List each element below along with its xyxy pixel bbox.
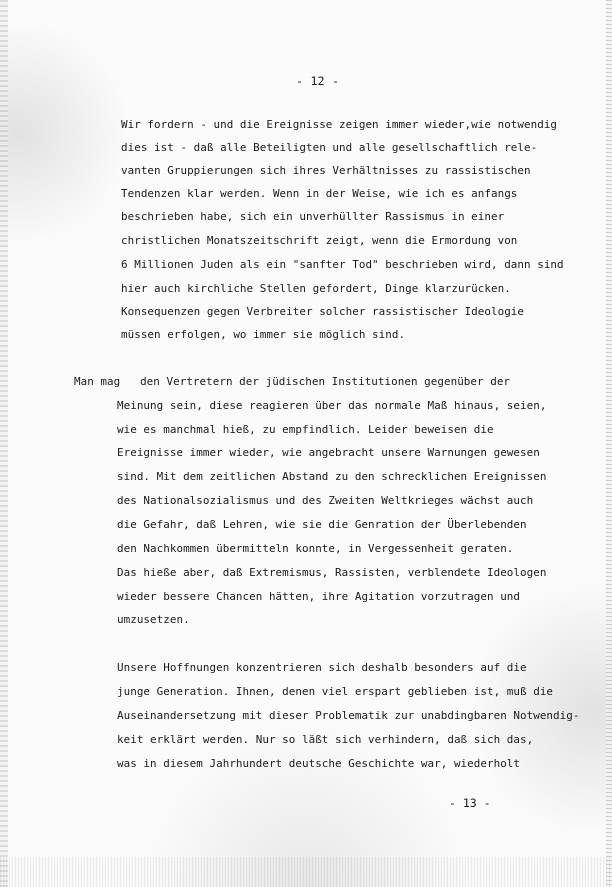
text-line: 6 Millionen Juden als ein "sanfter Tod" beschrieben wird, dann sind — [121, 258, 564, 271]
text-line: die Gefahr, daß Lehren, wie sie die Genration der Überlebenden — [117, 518, 527, 531]
scan-edge-left — [0, 0, 8, 887]
page-number-bottom: - 13 - — [449, 796, 491, 810]
text-line: hier auch kirchliche Stellen gefordert, Dinge klarzurücken. — [121, 282, 511, 295]
scan-edge-right — [606, 0, 612, 887]
scan-edge-bottom — [0, 857, 612, 887]
text-line: umzusetzen. — [117, 613, 190, 626]
text-line: Ereignisse immer wieder, wie angebracht unsere Warnungen gewesen — [117, 446, 540, 459]
text-line: Konsequenzen gegen Verbreiter solcher rassistischer Ideologie — [121, 305, 525, 318]
text-line: Tendenzen klar werden. Wenn in der Weise, wie ich es anfangs — [121, 187, 518, 200]
text-line: was in diesem Jahrhundert deutsche Geschichte war, wiederholt — [117, 757, 521, 770]
page-number-top: - 12 - — [296, 74, 340, 88]
text-line: wieder bessere Chancen hätten, ihre Agitation vorzutragen und — [117, 590, 521, 603]
text-line: des Nationalsozialismus und des Zweiten Weltkrieges wächst auch — [117, 494, 534, 507]
text-line: Man mag den Vertretern der jüdischen Institutionen gegenüber der — [74, 375, 511, 388]
text-line: keit erklärt werden. Nur so läßt sich verhindern, daß sich das, — [117, 733, 534, 746]
text-line: sind. Mit dem zeitlichen Abstand zu den schrecklichen Ereignissen — [117, 470, 547, 483]
text-line: dies ist - daß alle Beteiligten und alle gesellschaftlich rele- — [121, 141, 538, 154]
text-line: wie es manchmal hieß, zu empfindlich. Leider beweisen die — [117, 423, 494, 436]
text-line: Wir fordern - und die Ereignisse zeigen immer wieder,wie notwendig — [121, 118, 558, 131]
text-line: Meinung sein, diese reagieren über das normale Maß hinaus, seien, — [117, 399, 547, 412]
text-line: Das hieße aber, daß Extremismus, Rassisten, verblendete Ideologen — [117, 566, 547, 579]
text-line: Unsere Hoffnungen konzentrieren sich deshalb besonders auf die — [117, 661, 527, 674]
text-line: vanten Gruppierungen sich ihres Verhältnisses zu rassistischen — [121, 164, 531, 177]
text-line: junge Generation. Ihnen, denen viel erspart geblieben ist, muß die — [117, 685, 554, 698]
text-line: beschrieben habe, sich ein unverhüllter Rassismus in einer — [121, 210, 505, 223]
text-line: Auseinandersetzung mit dieser Problematik zur unabdingbaren Notwendig- — [117, 709, 580, 722]
text-line: den Nachkommen übermitteln konnte, in Vergessenheit geraten. — [117, 542, 514, 555]
text-line: christlichen Monatszeitschrift zeigt, wenn die Ermordung von — [121, 234, 518, 247]
text-line: müssen erfolgen, wo immer sie möglich sind. — [121, 328, 406, 341]
